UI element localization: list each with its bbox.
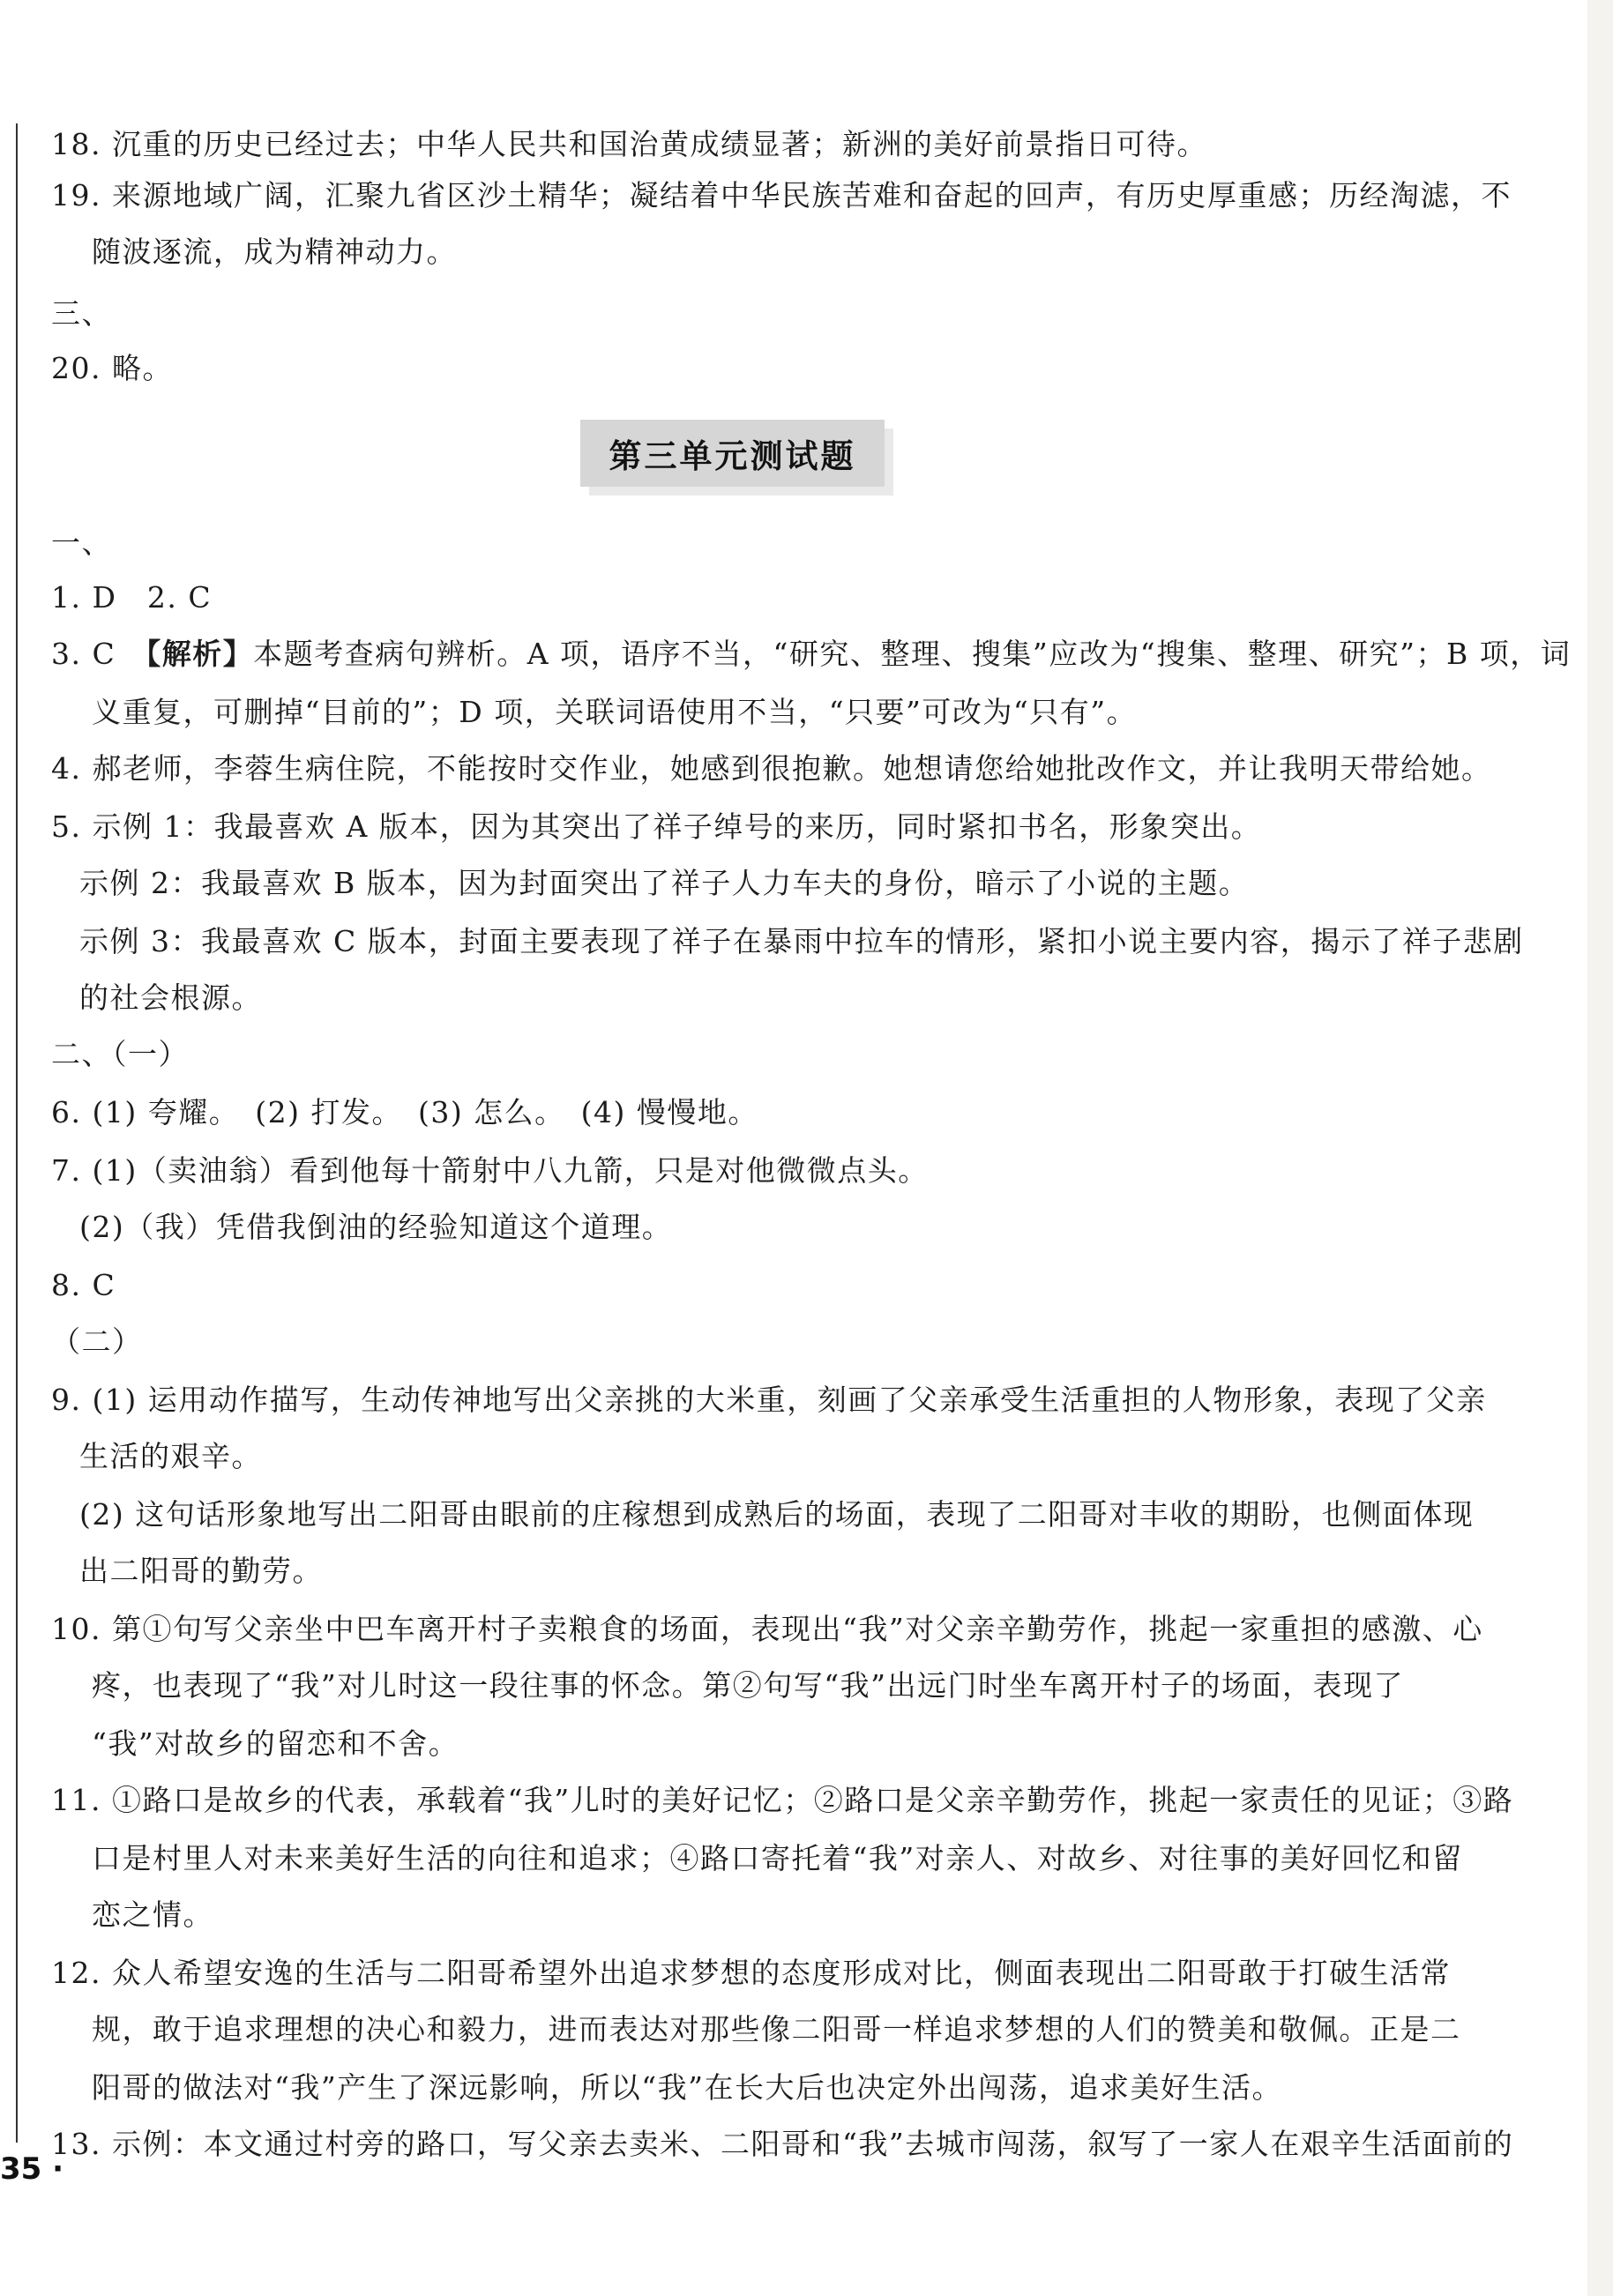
answer-line: (2) 这句话形象地写出二阳哥由眼前的庄稼想到成熟后的场面，表现了二阳哥对丰收的期盼，也侧面体现 xyxy=(79,1497,1475,1532)
section-title-box xyxy=(580,420,885,487)
answer-line: 口是村里人对未来美好生活的向往和追求；④路口寄托着“我”对亲人、对故乡、对往事的美好回忆和留 xyxy=(92,1841,1463,1875)
answer-line: 12. 众人希望安逸的生活与二阳哥希望外出追求梦想的态度形成对比，侧面表现出二阳哥敢于打破生活常 xyxy=(51,1956,1451,1990)
answer-line: 的社会根源。 xyxy=(79,980,262,1015)
answer-line: 恋之情。 xyxy=(92,1897,213,1932)
answer-line: “我”对故乡的留恋和不舍。 xyxy=(92,1726,459,1761)
answer-line: 随波逐流，成为精神动力。 xyxy=(92,235,457,269)
answer-line: 20. 略。 xyxy=(51,351,173,385)
answer-line: 9. (1) 运用动作描写，生动传神地写出父亲挑的大米重，刻画了父亲承受生活重担的人物形象，表现了父亲 xyxy=(51,1383,1487,1417)
answer-line: 1. D 2. C xyxy=(51,580,213,615)
answer-line: 4. 郝老师，李蓉生病住院，不能按时交作业，她感到很抱歉。她想请您给她批改作文，并让我明天带给她。 xyxy=(51,751,1492,786)
answer-line: 示例 3：我最喜欢 C 版本，封面主要表现了祥子在暴雨中拉车的情形，紧扣小说主要内容，揭示了祥子悲剧 xyxy=(79,924,1524,958)
answer-line: 规，敢于追求理想的决心和毅力，进而表达对那些像二阳哥一样追求梦想的人们的赞美和敬佩。正是二 xyxy=(92,2012,1461,2046)
answer-line: 7. (1)（卖油翁）看到他每十箭射中八九箭，只是对他微微点头。 xyxy=(51,1153,929,1188)
section-heading: 三、 xyxy=(51,296,112,331)
answer-line: 示例 2：我最喜欢 B 版本，因为封面突出了祥子人力车夫的身份，暗示了小说的主题。 xyxy=(79,866,1250,900)
answer-line: 11. ①路口是故乡的代表，承载着“我”儿时的美好记忆；②路口是父亲辛勤劳作，挑起一家责任的见证；③路 xyxy=(51,1783,1514,1817)
answer-line: 19. 来源地域广阔，汇聚九省区沙土精华；凝结着中华民族苦难和奋起的回声，有历史厚重感；历经淘滤，不 xyxy=(51,178,1512,212)
answer-line: 6. (1) 夸耀。 (2) 打发。 (3) 怎么。 (4) 慢慢地。 xyxy=(51,1095,758,1129)
answer-line: 阳哥的做法对“我”产生了深远影响，所以“我”在长大后也决定外出闯荡，追求美好生活。 xyxy=(92,2070,1282,2105)
answer-line: 生活的艰辛。 xyxy=(79,1439,262,1473)
analysis-tag: 【解析】 xyxy=(146,637,254,671)
answer-line: 8. C xyxy=(51,1268,116,1302)
section-heading: （二） xyxy=(51,1324,143,1359)
section-title: 第三单元测试题 xyxy=(609,437,856,475)
answer-line: 疼，也表现了“我”对儿时这一段往事的怀念。第②句写“我”出远门时坐车离开村子的场面，表现了 xyxy=(92,1668,1404,1703)
answer-line: 18. 沉重的历史已经过去；中华人民共和国治黄成绩显著；新洲的美好前景指日可待。 xyxy=(51,127,1207,161)
q3-number: 3. C xyxy=(51,637,146,671)
page-number: 35 · xyxy=(0,2151,64,2187)
answer-line-q3 xyxy=(51,635,1571,674)
answer-line: 5. 示例 1：我最喜欢 A 版本，因为其突出了祥子绰号的来历，同时紧扣书名，形象突出。 xyxy=(51,809,1262,844)
section-heading: 一、 xyxy=(51,526,112,560)
answer-line: 10. 第①句写父亲坐中巴车离开村子卖粮食的场面，表现出“我”对父亲辛勤劳作，挑起一家重担的感激、心 xyxy=(51,1612,1483,1646)
answer-line: (2)（我）凭借我倒油的经验知道这个道理。 xyxy=(79,1210,673,1244)
answer-line: 13. 示例：本文通过村旁的路口，写父亲去卖米、二阳哥和“我”去城市闯荡，叙写了一家人在艰辛生活面前的 xyxy=(51,2127,1514,2161)
section-heading: 二、（一） xyxy=(51,1037,189,1071)
q3-text: 本题考查病句辨析。A 项，语序不当，“研究、整理、搜集”应改为“搜集、整理、研究”；B 项，词 xyxy=(253,637,1572,671)
answer-line: 义重复，可删掉“目前的”；D 项，关联词语使用不当，“只要”可改为“只有”。 xyxy=(92,695,1138,729)
answer-line: 出二阳哥的勤劳。 xyxy=(79,1554,323,1588)
